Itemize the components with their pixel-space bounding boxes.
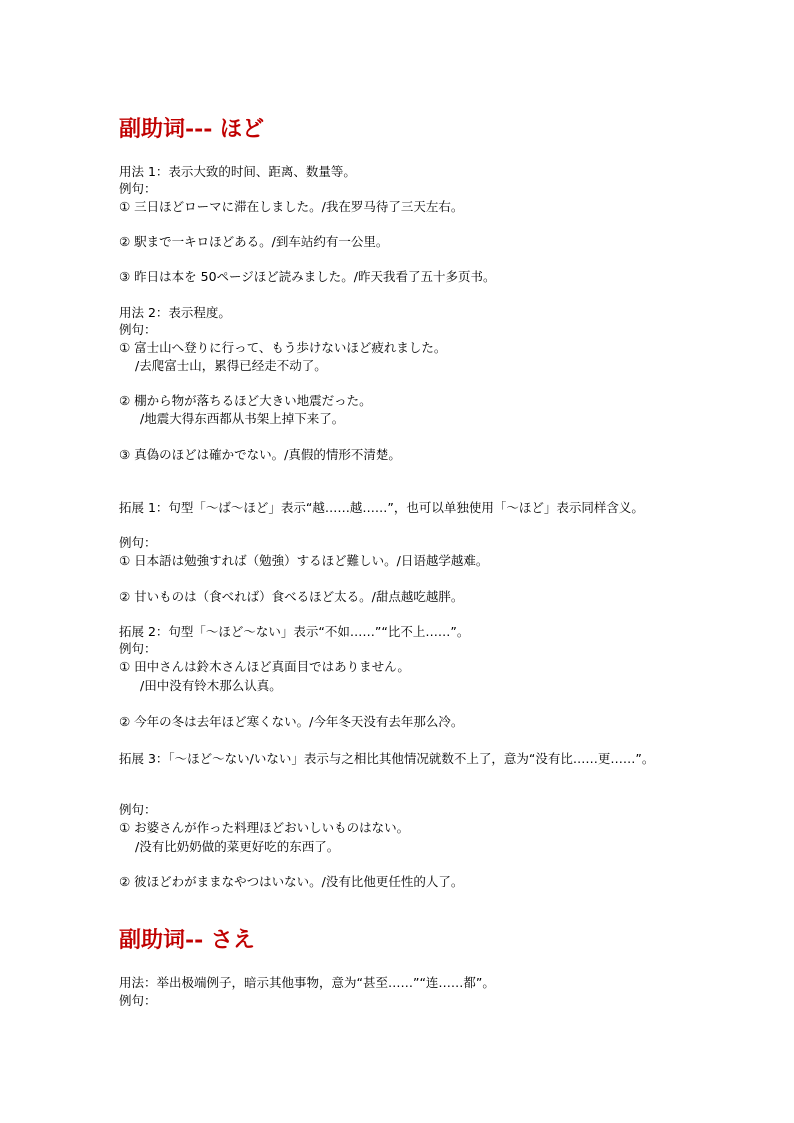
example-sentence: ① お婆さんが作った料理ほどおいしいものはない。 xyxy=(119,820,410,835)
extension-line: 拓展 3：「～ほど～ない/いない」表示与之相比其他情况就数不上了，意为“没有比……更……”。 xyxy=(119,751,655,766)
example-label: 例句： xyxy=(119,993,157,1008)
example-sentence: ② 今年の冬は去年ほど寒くない。/今年冬天没有去年那么冷。 xyxy=(119,714,464,729)
example-label: 例句： xyxy=(119,322,157,337)
example-translation: /没有比奶奶做的菜更好吃的东西了。 xyxy=(135,839,340,854)
example-sentence: ① 田中さんは鈴木さんほど真面目ではありません。 xyxy=(119,659,410,674)
example-label: 例句： xyxy=(119,641,157,656)
example-translation: /地震大得东西都从书架上掉下来了。 xyxy=(140,411,345,426)
extension-line: 拓展 2：句型「～ほど～ない」表示“不如……”“比不上……”。 xyxy=(119,624,470,639)
example-label: 例句： xyxy=(119,535,157,550)
example-sentence: ① 三日ほどローマに滞在しました。/我在罗马待了三天左右。 xyxy=(119,199,464,214)
section-title-sae: 副助词-- さえ xyxy=(119,927,255,953)
usage-line: 用法 2：表示程度。 xyxy=(119,305,231,320)
example-label: 例句： xyxy=(119,802,157,817)
section-title-hodo: 副助词--- ほど xyxy=(119,116,265,142)
example-sentence: ① 日本語は勉強すれば（勉強）するほど難しい。/日语越学越难。 xyxy=(119,553,489,568)
example-sentence: ② 彼ほどわがままなやつはいない。/没有比他更任性的人了。 xyxy=(119,874,464,889)
example-sentence: ② 駅まで一キロほどある。/到车站约有一公里。 xyxy=(119,234,389,249)
example-sentence: ② 甘いものは（食べれば）食べるほど太る。/甜点越吃越胖。 xyxy=(119,589,464,604)
example-sentence: ③ 昨日は本を 50ページほど読みました。/昨天我看了五十多页书。 xyxy=(119,269,496,284)
example-translation: /田中没有铃木那么认真。 xyxy=(140,678,282,693)
extension-line: 拓展 1：句型「～ば～ほど」表示“越……越……”，也可以单独使用「～ほど」表示同样含义。 xyxy=(119,500,644,515)
usage-line: 用法：举出极端例子，暗示其他事物，意为“甚至……”“连……都”。 xyxy=(119,975,495,990)
example-translation: /去爬富士山，累得已经走不动了。 xyxy=(135,358,327,373)
example-sentence: ② 棚から物が落ちるほど大きい地震だった。 xyxy=(119,393,372,408)
usage-line: 用法 1：表示大致的时间、距离、数量等。 xyxy=(119,164,356,179)
example-label: 例句： xyxy=(119,181,157,196)
example-sentence: ① 富士山へ登りに行って、もう歩けないほど疲れました。 xyxy=(119,340,447,355)
example-sentence: ③ 真偽のほどは確かでない。/真假的情形不清楚。 xyxy=(119,447,401,462)
